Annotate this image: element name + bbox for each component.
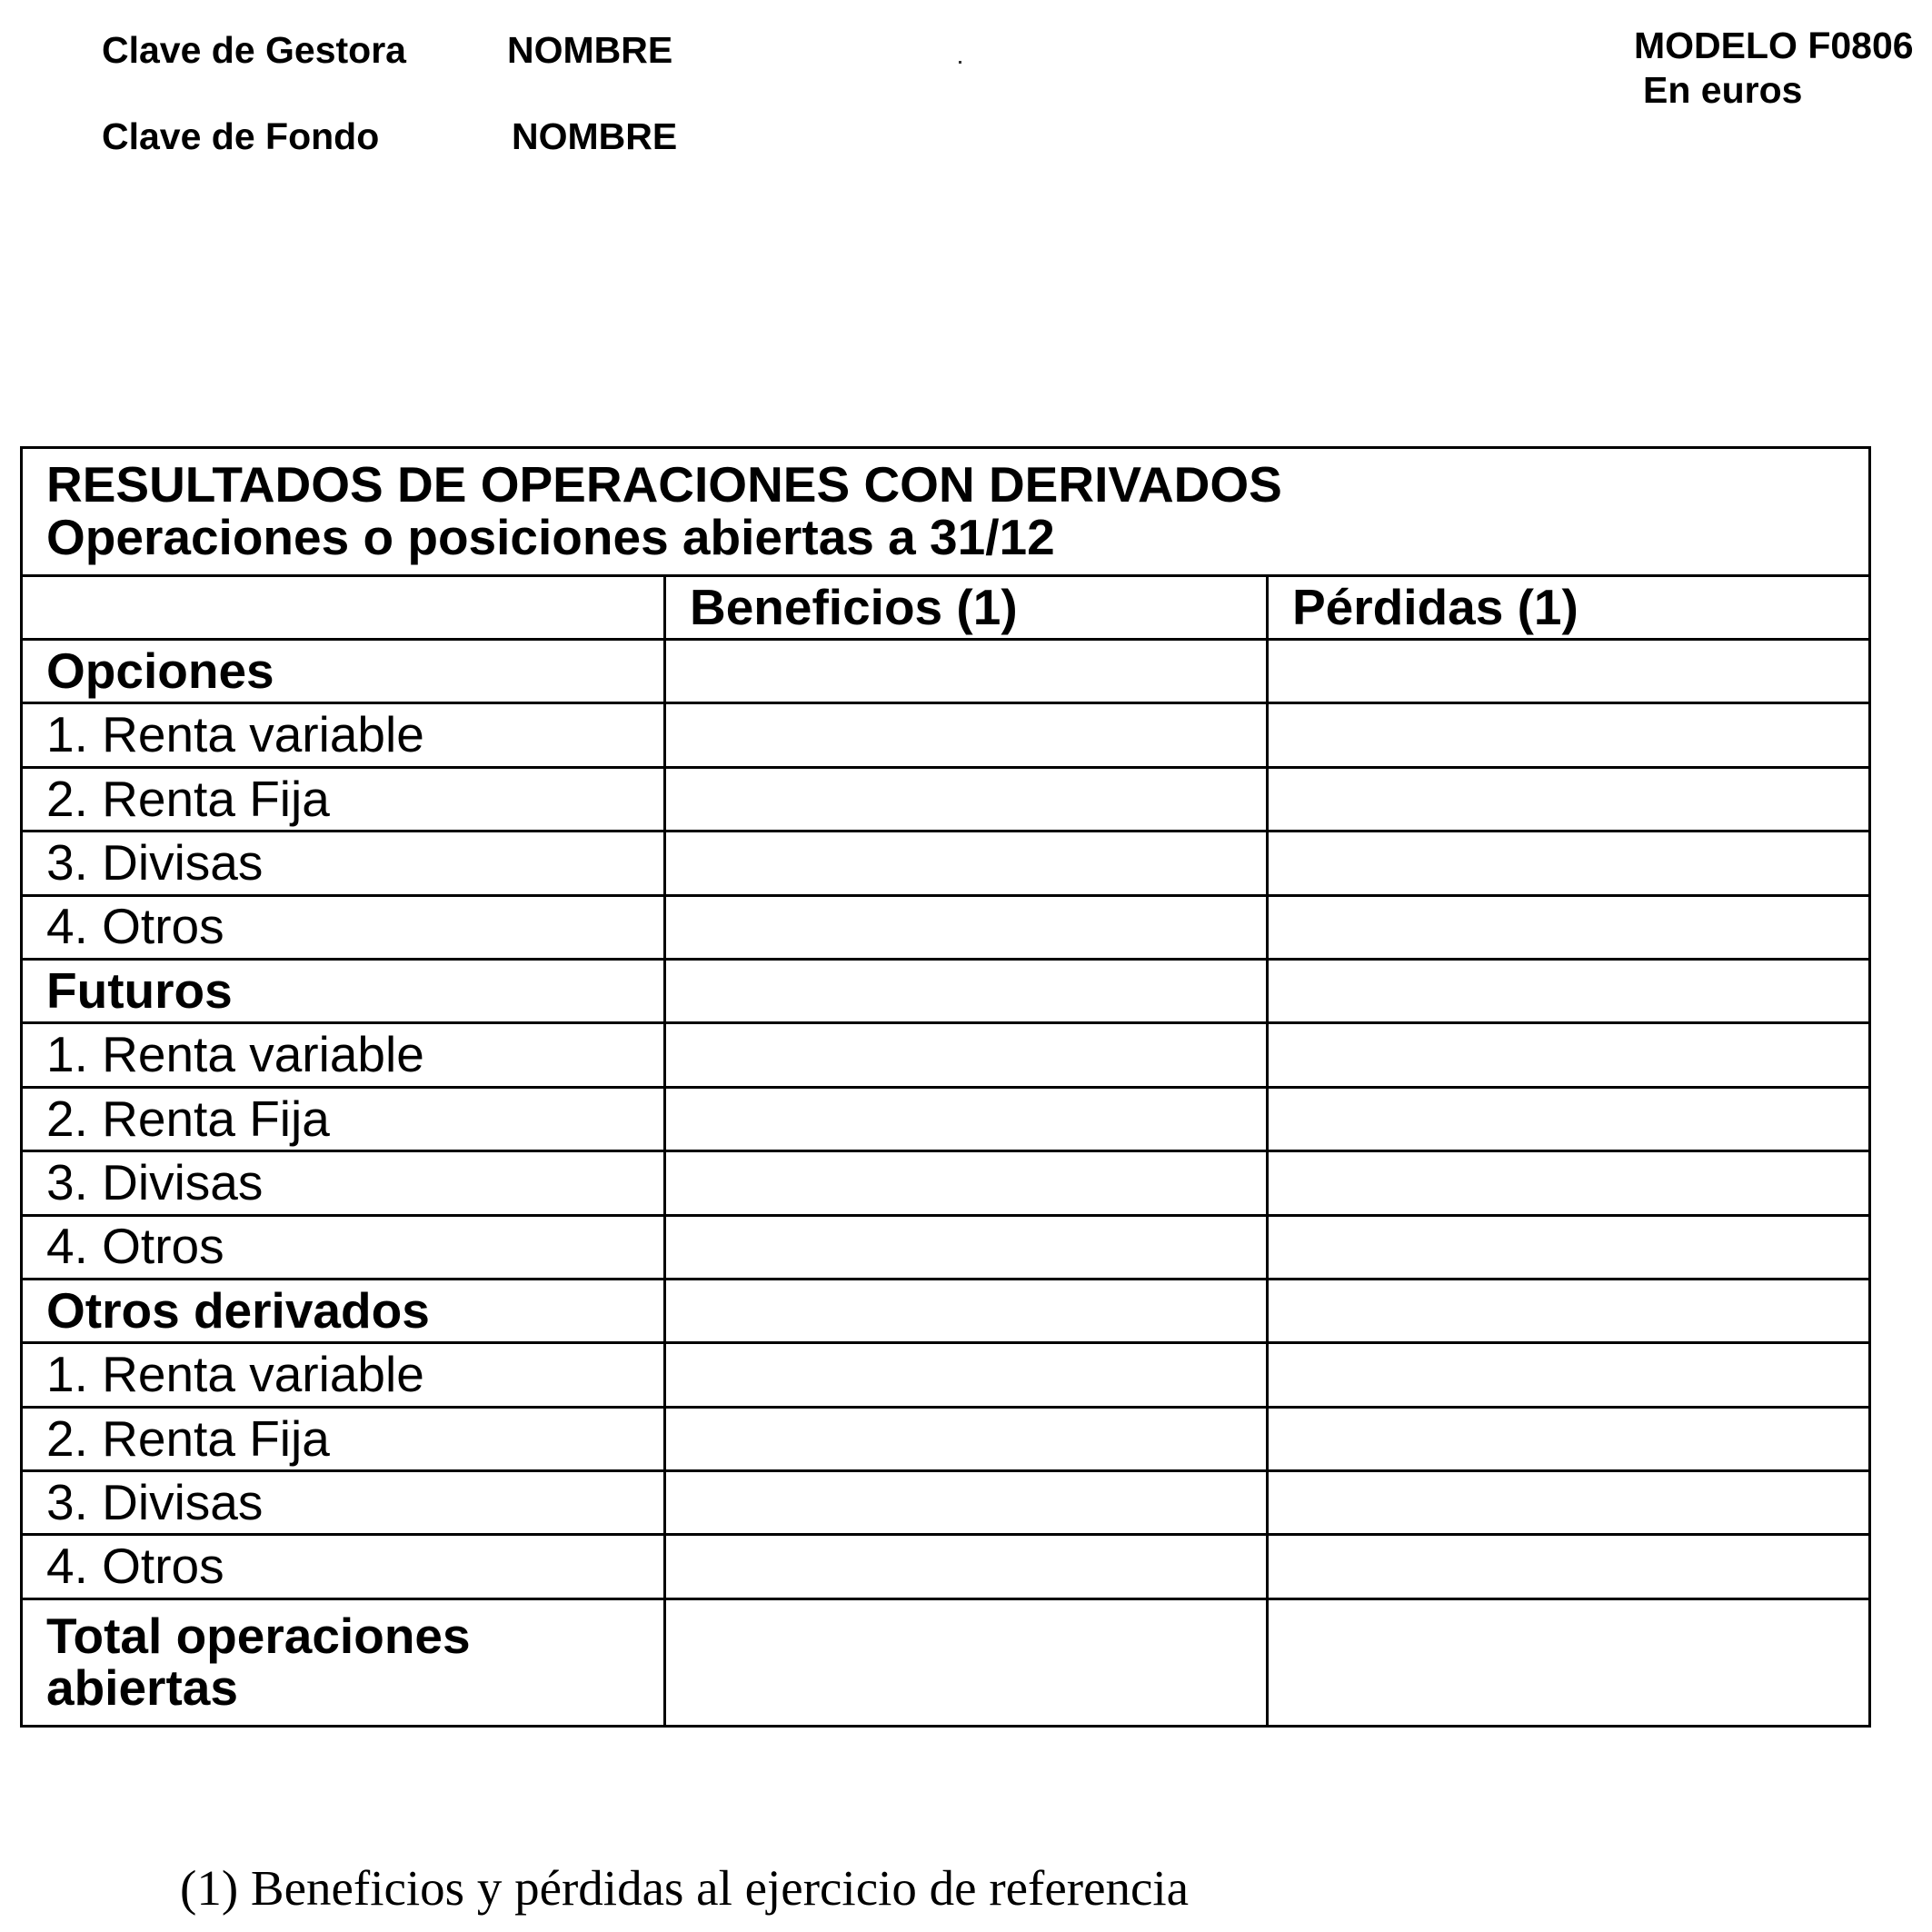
row-label: 4. Otros — [22, 1535, 665, 1598]
column-header-row — [22, 576, 1870, 640]
row-label: 4. Otros — [22, 895, 665, 959]
beneficios-cell[interactable] — [665, 1471, 1268, 1535]
table-row — [22, 1023, 1870, 1087]
beneficios-cell[interactable] — [665, 1151, 1268, 1215]
perdidas-cell[interactable] — [1268, 1343, 1870, 1407]
beneficios-cell[interactable] — [665, 959, 1268, 1022]
table-row — [22, 703, 1870, 767]
total-label-line2: abiertas — [46, 1659, 238, 1717]
perdidas-cell[interactable] — [1268, 1151, 1870, 1215]
beneficios-cell[interactable] — [665, 832, 1268, 895]
currency-unit: En euros — [1643, 69, 1803, 111]
perdidas-cell[interactable] — [1268, 1407, 1870, 1470]
beneficios-cell[interactable] — [665, 640, 1268, 703]
scan-speck — [959, 61, 961, 64]
row-label: 2. Renta Fija — [22, 1087, 665, 1150]
column-header-blank — [22, 576, 665, 640]
table-subtitle: Operaciones o posiciones abiertas a 31/12 — [46, 509, 1055, 565]
total-beneficios-cell[interactable] — [665, 1598, 1268, 1726]
perdidas-cell[interactable] — [1268, 895, 1870, 959]
total-perdidas-cell[interactable] — [1268, 1598, 1870, 1726]
clave-fondo-label: Clave de Fondo — [102, 115, 380, 157]
row-label: 1. Renta variable — [22, 703, 665, 767]
section-row — [22, 640, 1870, 703]
table-row — [22, 1087, 1870, 1150]
beneficios-cell[interactable] — [665, 1535, 1268, 1598]
beneficios-cell[interactable] — [665, 1215, 1268, 1279]
row-label: 4. Otros — [22, 1215, 665, 1279]
perdidas-cell[interactable] — [1268, 1087, 1870, 1150]
beneficios-cell[interactable] — [665, 703, 1268, 767]
gestora-nombre: NOMBRE — [507, 29, 673, 71]
perdidas-cell[interactable] — [1268, 1535, 1870, 1598]
table-row — [22, 1407, 1870, 1470]
perdidas-cell[interactable] — [1268, 703, 1870, 767]
column-header-perdidas: Pérdidas (1) — [1268, 576, 1870, 640]
table-row — [22, 1215, 1870, 1279]
table-title: RESULTADOS DE OPERACIONES CON DERIVADOS — [46, 456, 1282, 513]
derivatives-results-table — [20, 446, 1871, 1728]
row-label: 1. Renta variable — [22, 1023, 665, 1087]
clave-gestora-label: Clave de Gestora — [102, 29, 406, 71]
row-label: 1. Renta variable — [22, 1343, 665, 1407]
perdidas-cell[interactable] — [1268, 1471, 1870, 1535]
beneficios-cell[interactable] — [665, 1407, 1268, 1470]
table-row — [22, 832, 1870, 895]
row-label: 3. Divisas — [22, 1471, 665, 1535]
section-label: Futuros — [22, 959, 665, 1022]
table-row — [22, 767, 1870, 831]
total-row — [22, 1598, 1870, 1726]
table-title-row — [22, 448, 1870, 576]
table-row — [22, 1343, 1870, 1407]
beneficios-cell[interactable] — [665, 767, 1268, 831]
row-label: 2. Renta Fija — [22, 767, 665, 831]
section-label: Opciones — [22, 640, 665, 703]
beneficios-cell[interactable] — [665, 1279, 1268, 1342]
column-header-beneficios: Beneficios (1) — [665, 576, 1268, 640]
perdidas-cell[interactable] — [1268, 1279, 1870, 1342]
table-row — [22, 1471, 1870, 1535]
row-label: 3. Divisas — [22, 832, 665, 895]
table-row — [22, 1535, 1870, 1598]
perdidas-cell[interactable] — [1268, 959, 1870, 1022]
table-title-cell — [22, 448, 1870, 576]
beneficios-cell[interactable] — [665, 1023, 1268, 1087]
perdidas-cell[interactable] — [1268, 767, 1870, 831]
perdidas-cell[interactable] — [1268, 832, 1870, 895]
perdidas-cell[interactable] — [1268, 1215, 1870, 1279]
beneficios-cell[interactable] — [665, 1087, 1268, 1150]
section-label: Otros derivados — [22, 1279, 665, 1342]
beneficios-cell[interactable] — [665, 1343, 1268, 1407]
table-row — [22, 895, 1870, 959]
perdidas-cell[interactable] — [1268, 1023, 1870, 1087]
perdidas-cell[interactable] — [1268, 640, 1870, 703]
footnote: (1) Beneficios y pérdidas al ejercicio de referencia — [180, 1860, 1190, 1916]
row-label: 2. Renta Fija — [22, 1407, 665, 1470]
total-label-line1: Total operaciones — [46, 1607, 471, 1664]
table-row — [22, 1151, 1870, 1215]
modelo-code: MODELO F0806 — [1634, 25, 1914, 66]
section-row — [22, 1279, 1870, 1342]
row-label: 3. Divisas — [22, 1151, 665, 1215]
total-label — [22, 1598, 665, 1726]
section-row — [22, 959, 1870, 1022]
beneficios-cell[interactable] — [665, 895, 1268, 959]
fondo-nombre: NOMBRE — [512, 115, 678, 157]
